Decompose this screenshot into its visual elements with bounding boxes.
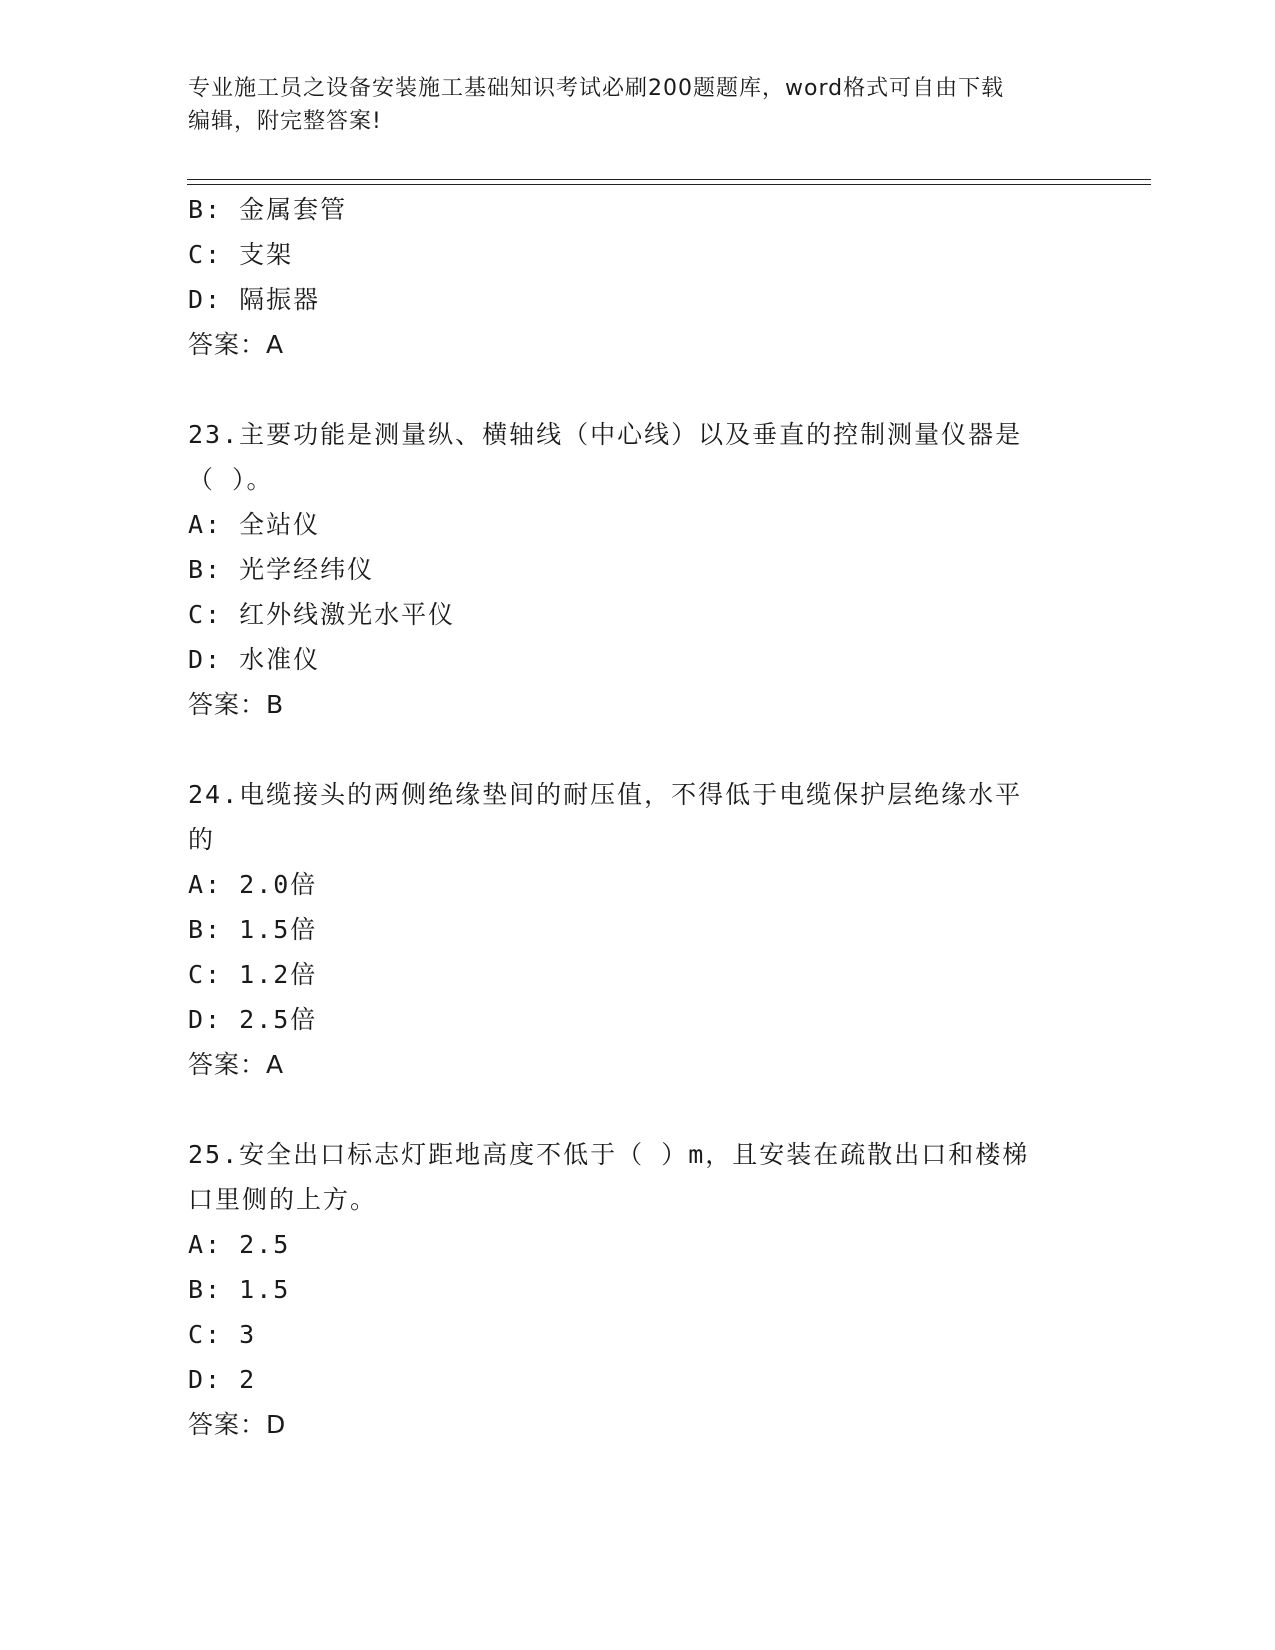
option-d: D: 隔振器: [188, 285, 321, 314]
question-stem-line-1: 23.主要功能是测量纵、横轴线（中心线）以及垂直的控制测量仪器是: [188, 420, 1023, 449]
answer: 答案：A: [188, 330, 285, 359]
option-a: A: 全站仪: [188, 510, 321, 539]
option-d: D: 2.5倍: [188, 1005, 318, 1034]
option-b: B: 金属套管: [188, 195, 348, 224]
question-stem-line-1: 25.安全出口标志灯距地高度不低于（ ）m，且安装在疏散出口和楼梯: [188, 1140, 1030, 1169]
answer: 答案：D: [188, 1410, 287, 1439]
option-c: C: 3: [188, 1320, 257, 1349]
answer: 答案：B: [188, 690, 285, 719]
option-d: D: 水准仪: [188, 645, 321, 674]
option-c: C: 红外线激光水平仪: [188, 600, 456, 629]
option-c: C: 支架: [188, 240, 294, 269]
header-divider-top: [187, 179, 1151, 180]
option-b: B: 1.5: [188, 1275, 291, 1304]
question-stem-line-1: 24.电缆接头的两侧绝缘垫间的耐压值，不得低于电缆保护层绝缘水平: [188, 780, 1023, 809]
header-title-line-1: 专业施工员之设备安装施工基础知识考试必刷200题题库，word格式可自由下载: [188, 76, 1005, 101]
option-a: A: 2.5: [188, 1230, 291, 1259]
question-stem-line-2: 口里侧的上方。: [188, 1185, 378, 1214]
header-divider-bottom: [187, 184, 1151, 185]
option-d: D: 2: [188, 1365, 257, 1394]
page-header: [188, 72, 1088, 138]
header-title-line-2: 编辑，附完整答案!: [188, 109, 382, 134]
question-stem-line-2: 的: [188, 825, 216, 854]
answer: 答案：A: [188, 1050, 285, 1079]
option-a: A: 2.0倍: [188, 870, 318, 899]
question-stem-line-2: （ ）。: [188, 465, 274, 494]
option-c: C: 1.2倍: [188, 960, 318, 989]
option-b: B: 光学经纬仪: [188, 555, 375, 584]
option-b: B: 1.5倍: [188, 915, 318, 944]
